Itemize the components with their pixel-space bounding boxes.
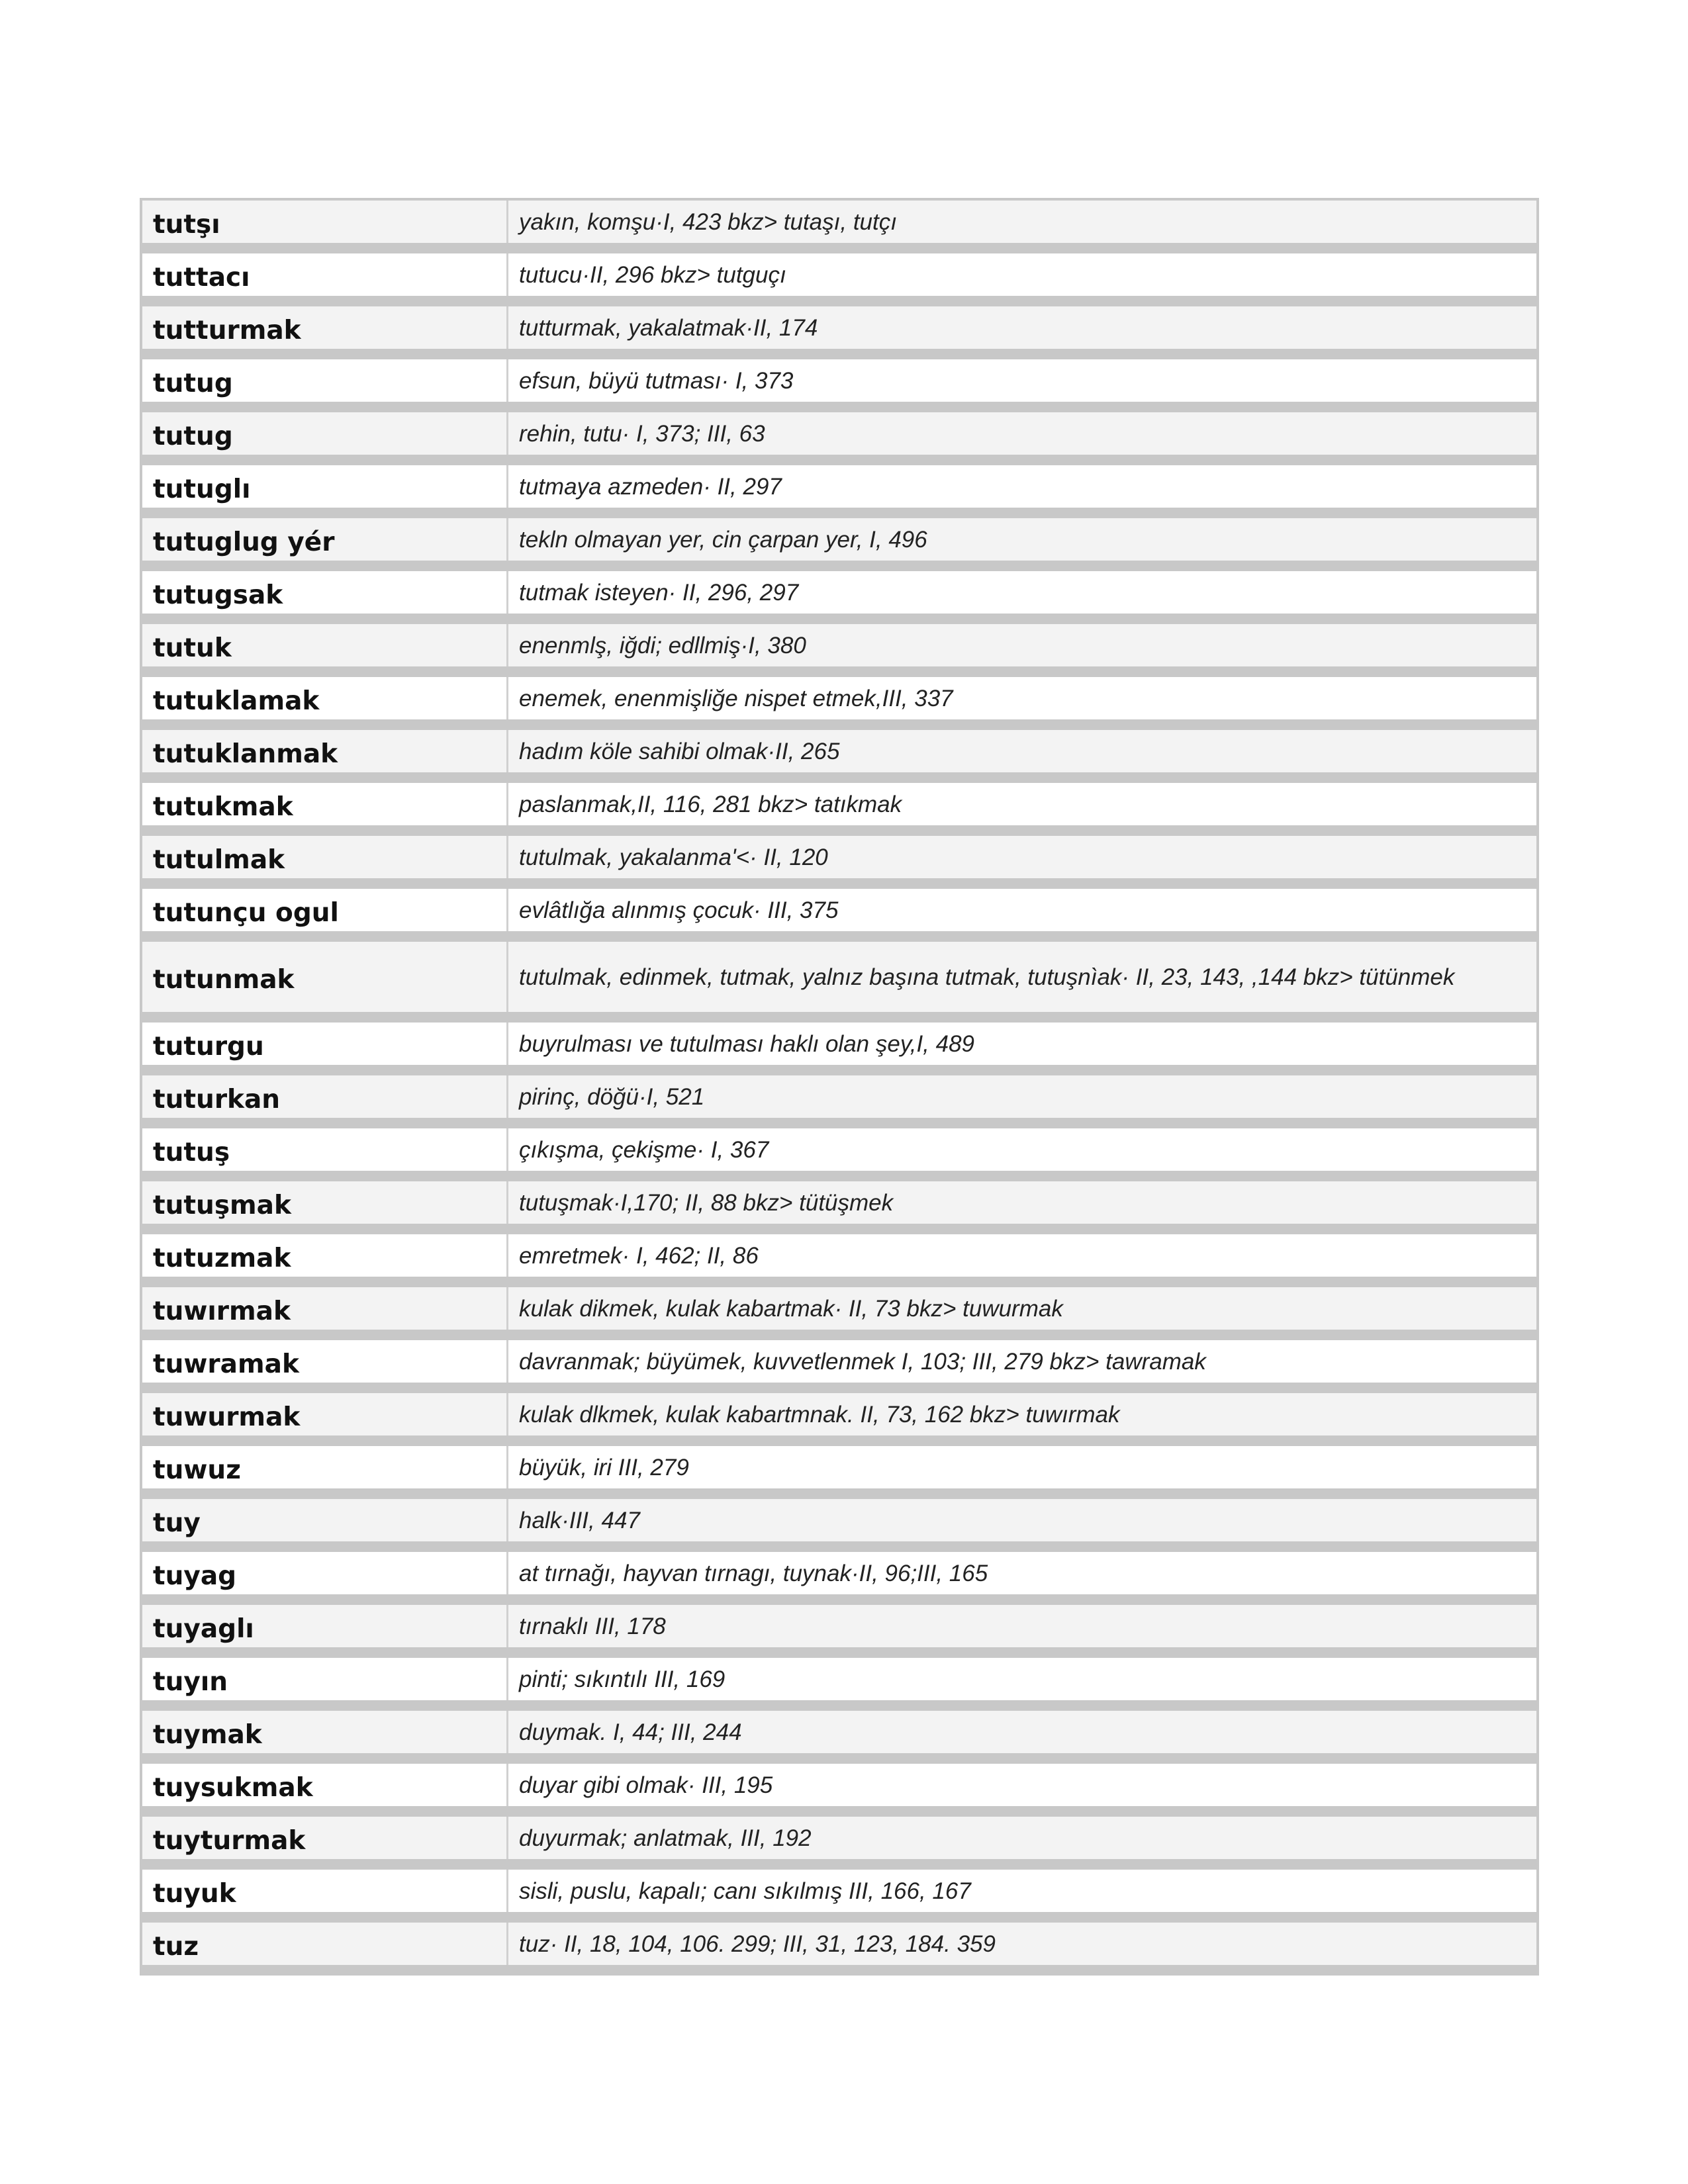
table-row bbox=[142, 1764, 1536, 1817]
entry-term: tutuş bbox=[142, 1128, 508, 1171]
table-row bbox=[142, 624, 1536, 677]
dictionary-table bbox=[140, 198, 1539, 1976]
table-row bbox=[142, 1075, 1536, 1128]
entry-term: tutuklamak bbox=[142, 677, 508, 719]
entry-term: tutuklanmak bbox=[142, 730, 508, 772]
entry-definition: tutmaya azmeden· II, 297 bbox=[519, 474, 782, 500]
table-row bbox=[142, 1181, 1536, 1234]
entry-definition: at tırnağı, hayvan tırnagı, tuynak·II, 96;III, 165 bbox=[519, 1561, 988, 1586]
entry-term: tutuzmak bbox=[142, 1234, 508, 1277]
table-row bbox=[142, 571, 1536, 624]
table-row bbox=[142, 1711, 1536, 1764]
table-row bbox=[142, 1023, 1536, 1075]
entry-definition: sisli, puslu, kapalı; canı sıkılmış III, 166, 167 bbox=[519, 1878, 971, 1904]
table-row bbox=[142, 1446, 1536, 1499]
table-row bbox=[142, 465, 1536, 518]
entry-definition: tutmak isteyen· II, 296, 297 bbox=[519, 580, 799, 606]
entry-definition: kulak dlkmek, kulak kabartmnak. II, 73, 162 bkz> tuwırmak bbox=[519, 1402, 1120, 1428]
entry-term: tutturmak bbox=[142, 306, 508, 349]
entry-definition: davranmak; büyümek, kuvvetlenmek I, 103; III, 279 bkz> tawramak bbox=[519, 1349, 1206, 1375]
table-row bbox=[142, 677, 1536, 730]
entry-definition: tekln olmayan yer, cin çarpan yer, I, 496 bbox=[519, 527, 927, 553]
entry-definition: kulak dikmek, kulak kabartmak· II, 73 bkz> tuwurmak bbox=[519, 1296, 1063, 1322]
table-row bbox=[142, 1552, 1536, 1605]
entry-term: tutukmak bbox=[142, 783, 508, 825]
entry-term: tuyuk bbox=[142, 1870, 508, 1912]
entry-term: tutuşmak bbox=[142, 1181, 508, 1224]
entry-definition: evlâtlığa alınmış çocuk· III, 375 bbox=[519, 897, 839, 923]
entry-term: tuwuz bbox=[142, 1446, 508, 1488]
entry-term: tuyın bbox=[142, 1658, 508, 1700]
entry-term: tuturgu bbox=[142, 1023, 508, 1065]
entry-definition: yakın, komşu·I, 423 bkz> tutaşı, tutçı bbox=[519, 209, 897, 235]
entry-term: tuz bbox=[142, 1923, 508, 1965]
entry-definition: enenmlş, iğdi; edllmiş·I, 380 bbox=[519, 633, 806, 659]
entry-term: tutuglug yér bbox=[142, 518, 508, 561]
entry-definition: tutulmak, edinmek, tutmak, yalnız başına tutmak, tutuşnìak· II, 23, 143, ,144 bkz> tütünmek bbox=[519, 964, 1455, 990]
entry-term: tutunçu ogul bbox=[142, 889, 508, 931]
entry-definition: tutucu·II, 296 bkz> tutguçı bbox=[519, 262, 786, 288]
entry-term: tuyaglı bbox=[142, 1605, 508, 1647]
entry-term: tutunmak bbox=[142, 942, 508, 1012]
table-row bbox=[142, 730, 1536, 783]
entry-term: tuwurmak bbox=[142, 1393, 508, 1435]
entry-term: tutulmak bbox=[142, 836, 508, 878]
entry-term: tutug bbox=[142, 412, 508, 455]
entry-term: tutuk bbox=[142, 624, 508, 666]
table-row bbox=[142, 942, 1536, 1023]
entry-term: tutşı bbox=[142, 201, 508, 243]
table-row bbox=[142, 889, 1536, 942]
entry-term: tutug bbox=[142, 359, 508, 402]
entry-term: tuy bbox=[142, 1499, 508, 1541]
table-row bbox=[142, 1287, 1536, 1340]
entry-term: tuyag bbox=[142, 1552, 508, 1594]
entry-definition: çıkışma, çekişme· I, 367 bbox=[519, 1137, 769, 1163]
table-row bbox=[142, 1128, 1536, 1181]
entry-definition: tırnaklı III, 178 bbox=[519, 1614, 666, 1639]
table-row bbox=[142, 836, 1536, 889]
table-row bbox=[142, 1340, 1536, 1393]
table-row bbox=[142, 359, 1536, 412]
table-row bbox=[142, 1499, 1536, 1552]
entry-definition: enemek, enenmişliğe nispet etmek,III, 337 bbox=[519, 686, 953, 711]
table-row bbox=[142, 1234, 1536, 1287]
entry-definition: emretmek· I, 462; II, 86 bbox=[519, 1243, 759, 1269]
entry-term: tuyturmak bbox=[142, 1817, 508, 1859]
entry-definition: tutturmak, yakalatmak·II, 174 bbox=[519, 315, 818, 341]
entry-term: tutuglı bbox=[142, 465, 508, 508]
table-row bbox=[142, 1393, 1536, 1446]
entry-term: tuturkan bbox=[142, 1075, 508, 1118]
entry-definition: hadım köle sahibi olmak·II, 265 bbox=[519, 739, 840, 764]
entry-term: tuwramak bbox=[142, 1340, 508, 1383]
entry-term: tuysukmak bbox=[142, 1764, 508, 1806]
table-row bbox=[142, 306, 1536, 359]
entry-definition: duyurmak; anlatmak, III, 192 bbox=[519, 1825, 812, 1851]
table-row bbox=[142, 1870, 1536, 1923]
entry-definition: duymak. I, 44; III, 244 bbox=[519, 1719, 742, 1745]
entry-definition: buyrulması ve tutulması haklı olan şey,I, 489 bbox=[519, 1031, 975, 1057]
entry-definition: tutuşmak·I,170; II, 88 bkz> tütüşmek bbox=[519, 1190, 894, 1216]
table-row bbox=[142, 1658, 1536, 1711]
entry-definition: tutulmak, yakalanma'<· II, 120 bbox=[519, 844, 828, 870]
entry-definition: pirinç, döğü·I, 521 bbox=[519, 1084, 705, 1110]
entry-definition: rehin, tutu· I, 373; III, 63 bbox=[519, 421, 765, 447]
entry-definition: duyar gibi olmak· III, 195 bbox=[519, 1772, 773, 1798]
entry-definition: efsun, büyü tutması· I, 373 bbox=[519, 368, 794, 394]
entry-term: tutugsak bbox=[142, 571, 508, 614]
entry-definition: pinti; sıkıntılı III, 169 bbox=[519, 1666, 726, 1692]
table-row bbox=[142, 1817, 1536, 1870]
table-row bbox=[142, 201, 1536, 253]
entry-definition: paslanmak,II, 116, 281 bkz> tatıkmak bbox=[519, 792, 902, 817]
entry-term: tuymak bbox=[142, 1711, 508, 1753]
table-row bbox=[142, 518, 1536, 571]
table-row bbox=[142, 1923, 1536, 1976]
table-row bbox=[142, 1605, 1536, 1658]
entry-term: tuttacı bbox=[142, 253, 508, 296]
entry-definition: tuz· II, 18, 104, 106. 299; III, 31, 123, 184. 359 bbox=[519, 1931, 996, 1957]
entry-definition: halk·III, 447 bbox=[519, 1508, 640, 1533]
table-row bbox=[142, 412, 1536, 465]
table-row bbox=[142, 783, 1536, 836]
entry-definition: büyük, iri III, 279 bbox=[519, 1455, 689, 1480]
entry-term: tuwırmak bbox=[142, 1287, 508, 1330]
table-row bbox=[142, 253, 1536, 306]
